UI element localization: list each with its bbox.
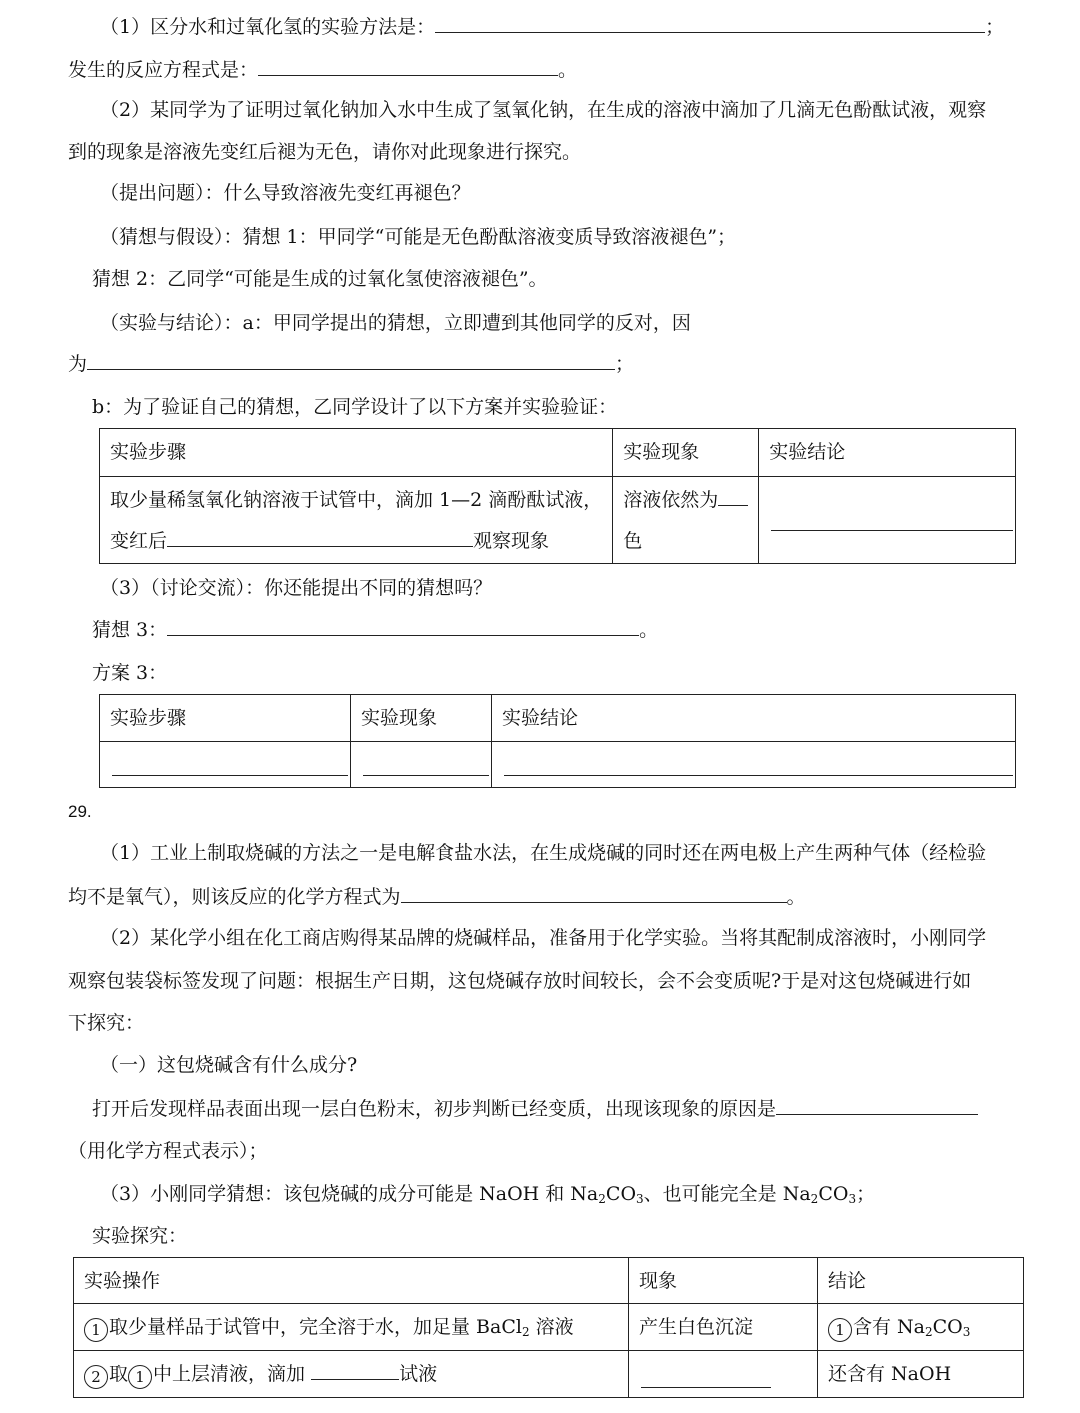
table-cell-operation: 2 取 1 中上层清液，滴加 试液 — [74, 1351, 629, 1398]
answer-blank[interactable] — [504, 774, 1013, 776]
answer-blank[interactable] — [641, 1386, 771, 1388]
answer-blank[interactable] — [435, 14, 985, 33]
table-header: 实验步骤 — [100, 695, 351, 742]
answer-blank[interactable] — [311, 1361, 399, 1380]
q28-part1-label: （1）区分水和过氧化氢的实验方法是： — [100, 16, 436, 38]
answer-blank[interactable] — [258, 57, 558, 76]
q28-experiment-a: （实验与结论）：a：甲同学提出的猜想，立即遭到其他同学的反对，因 — [100, 312, 691, 334]
table-header: 实验步骤 — [100, 429, 613, 477]
table-cell-phenomenon: 溶液依然为 色 — [613, 477, 759, 564]
q29-part3: （3）小刚同学猜想：该包烧碱的成分可能是 NaOH 和 $Na_2CO_3$、也可能完全是 $Na_2CO_3$； — [100, 1183, 876, 1206]
table-cell-phenomenon: 产生白色沉淀 — [629, 1304, 818, 1351]
q29-sub1: （一）这包烧碱含有什么成分? — [100, 1054, 358, 1076]
q28-question: （提出问题）：什么导致溶液先变红再褪色？ — [100, 182, 471, 204]
table-header: 实验现象 — [351, 695, 492, 742]
q28-plan3-table — [99, 694, 1016, 788]
answer-blank[interactable] — [776, 1096, 978, 1115]
q28-part2-line2: 到的现象是溶液先变红后褪为无色，请你对此现象进行探究。 — [68, 141, 582, 163]
table-header: 实验现象 — [613, 429, 759, 477]
table-header: 实验结论 — [492, 695, 1016, 742]
q29-observation: 打开后发现样品表面出现一层白色粉末，初步判断已经变质，出现该现象的原因是 — [92, 1096, 978, 1122]
q28-experiment-b: b：为了验证自己的猜想，乙同学设计了以下方案并实验验证： — [92, 396, 618, 418]
q29-part2-line2: 观察包装袋标签发现了问题：根据生产日期，这包烧碱存放时间较长，会不会变质呢?于是对这包烧碱进行如 — [68, 970, 972, 992]
answer-blank[interactable] — [167, 528, 473, 547]
table-cell-operation: 1 取少量样品于试管中，完全溶于水，加足量 BaCl$_2$ 溶液 — [74, 1304, 629, 1351]
q28-part1-equation: 发生的反应方程式是： 。 — [68, 59, 578, 81]
table-header: 结论 — [818, 1258, 1024, 1304]
table-header: 现象 — [629, 1258, 818, 1304]
answer-blank[interactable] — [87, 351, 615, 370]
q28-hypothesis-2: 猜想 2：乙同学“可能是生成的过氧化氢使溶液褪色”。 — [92, 268, 548, 290]
table-header: 实验结论 — [759, 429, 1016, 477]
q28-experiment-table — [99, 428, 1016, 564]
q29-part2-line1: （2）某化学小组在化工商店购得某品牌的烧碱样品，准备用于化学实验。当将其配制成溶液时，小刚同学 — [100, 927, 987, 949]
q28-experiment-a-cont: 为 ； — [68, 353, 635, 375]
table-cell-conclusion: 还含有 NaOH — [818, 1351, 1024, 1398]
q29-part2-line3: 下探究： — [68, 1012, 145, 1034]
q29-experiment-table — [73, 1257, 1024, 1398]
answer-blank[interactable] — [363, 774, 489, 776]
q28-part3: （3）（讨论交流）：你还能提出不同的猜想吗？ — [100, 577, 493, 599]
table-header: 实验操作 — [74, 1258, 629, 1304]
q29-observation-note: （用化学方程式表示）； — [68, 1140, 268, 1162]
q28-part1-method: （1）区分水和过氧化氢的实验方法是： ； — [100, 16, 1005, 38]
answer-blank[interactable] — [112, 774, 348, 776]
q28-plan-3: 方案 3： — [92, 662, 168, 684]
q29-part1-line2: 均不是氧气），则该反应的化学方程式为 。 — [68, 886, 806, 908]
table-cell-conclusion — [759, 477, 1016, 564]
q28-part2-line1: （2）某同学为了证明过氧化钠加入水中生成了氢氧化钠，在生成的溶液中滴加了几滴无色酚酞试液，观察 — [100, 99, 987, 121]
answer-blank[interactable] — [771, 529, 1013, 531]
table-cell-step: 取少量稀氢氧化钠溶液于试管中，滴加 1—2 滴酚酞试液， 变红后 观察现象 — [100, 477, 613, 564]
q29-explore: 实验探究： — [92, 1225, 188, 1247]
answer-blank[interactable] — [167, 617, 639, 636]
q28-hypothesis-1: （猜想与假设）：猜想 1：甲同学“可能是无色酚酞溶液变质导致溶液褪色”； — [100, 226, 737, 248]
q28-hypothesis-3: 猜想 3： 。 — [92, 619, 659, 641]
answer-blank[interactable] — [718, 487, 748, 506]
answer-blank[interactable] — [401, 884, 787, 903]
table-cell-conclusion: 1 含有 $Na_2CO_3$ — [818, 1304, 1024, 1351]
q29-part1-line1: （1）工业上制取烧碱的方法之一是电解食盐水法，在生成烧碱的同时还在两电极上产生两种气体（经检验 — [100, 842, 987, 864]
q29-number: 29. — [68, 802, 92, 821]
